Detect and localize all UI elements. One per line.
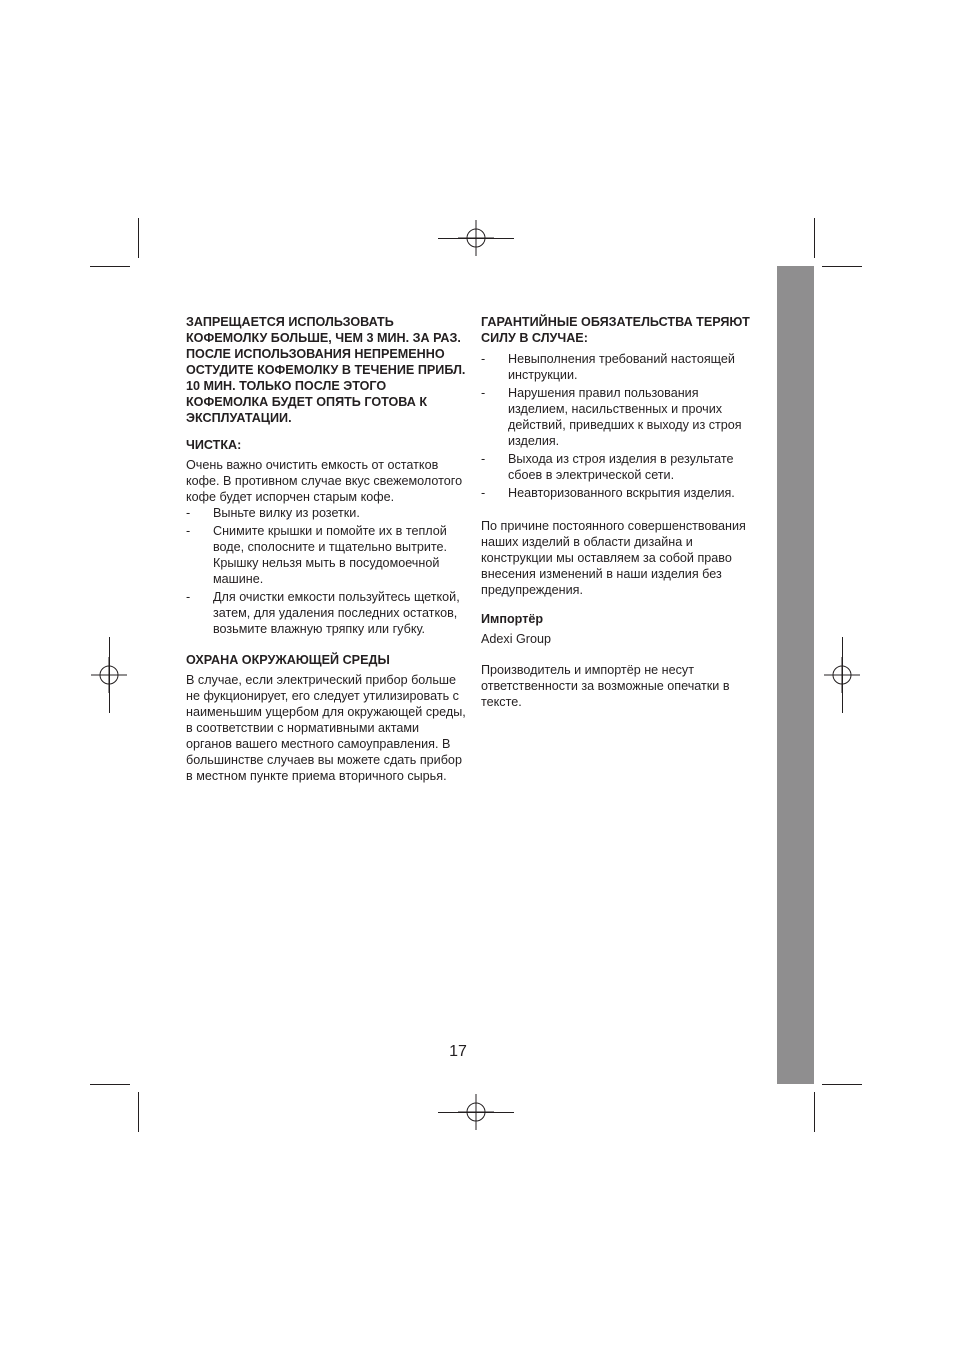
list-item-text: Невыполнения требований настоящей инструкции. [508,352,735,382]
crop-mark [90,1084,130,1085]
environment-heading: ОХРАНА ОКРУЖАЮЩЕЙ СРЕДЫ [186,653,390,667]
warranty-section [481,314,761,501]
list-item-text: Нарушения правил пользования изделием, насильственных и прочих действий, приведших к выходу из строя изделия. [508,386,742,448]
improvement-note: По причине постоянного совершенствования наших изделий в области дизайна и конструкции мы оставляем за собой право внесения изменений в наши изделия без предупреждения. [481,519,746,597]
crop-mark [822,266,862,267]
dash-bullet: - [186,506,191,520]
cleaning-steps [186,505,468,637]
warranty-heading: ГАРАНТИЙНЫЕ ОБЯЗАТЕЛЬСТВА ТЕРЯЮТ СИЛУ В СЛУЧАЕ: [481,315,750,345]
list-item [481,451,761,483]
dash-bullet: - [481,452,486,466]
crop-mark [438,1112,514,1113]
dash-bullet: - [481,386,486,400]
cleaning-section [186,437,468,637]
list-item-text: Выхода из строя изделия в результате сбоев в электрической сети. [508,452,734,482]
dash-bullet: - [186,524,191,538]
list-item [186,505,468,521]
environment-text: В случае, если электрический прибор больше не фукционирует, его следует утилизировать с наименьшим ущербом для окружающей среды, в соответствии с нормативными актами органов вашего местного самоуправления. В большинстве случаев вы можете сдать прибор в местном пункте приема вторичного сырья. [186,673,466,783]
list-item [186,523,468,587]
usage-warning: ЗАПРЕЩАЕТСЯ ИСПОЛЬЗОВАТЬ КОФЕМОЛКУ БОЛЬШЕ, ЧЕМ 3 МИН. ЗА РАЗ. ПОСЛЕ ИСПОЛЬЗОВАНИЯ НЕПРЕМЕННО ОСТУДИТЕ КОФЕМОЛКУ В ТЕЧЕНИЕ ПРИБЛ. 10 МИН. ТОЛЬКО ПОСЛЕ ЭТОГО КОФЕМОЛКА БУДЕТ ОПЯТЬ ГОТОВА К ЭКСПЛУАТАЦИИ. [186,315,466,425]
crop-mark [822,1084,862,1085]
environment-section [186,652,468,784]
cleaning-intro: Очень важно очистить емкость от остатков кофе. В противном случае вкус свежемолотого кофе будет испорчен старым кофе. [186,458,463,504]
crop-mark [138,218,139,258]
list-item [481,385,761,449]
importer-name: Adexi Group [481,632,552,646]
list-item-text: Выньте вилку из розетки. [213,506,360,520]
dash-bullet: - [186,590,191,604]
right-column [481,314,761,710]
dash-bullet: - [481,352,486,366]
crop-mark [814,1092,815,1132]
cleaning-heading: ЧИСТКА: [186,438,242,452]
list-item [481,351,761,383]
list-item-text: Для очистки емкости пользуйтесь щеткой, затем, для удаления последних остатков, возьмите влажную тряпку или губку. [213,590,460,636]
list-item [481,485,761,501]
list-item-text: Неавторизованного вскрытия изделия. [508,486,735,500]
importer-section [481,611,761,647]
list-item [186,589,468,637]
warranty-conditions [481,351,761,501]
side-tab [777,266,814,1084]
list-item-text: Снимите крышки и помойте их в теплой воде, сполосните и тщательно вытрите. Крышку нельзя мыть в посудомоечной машине. [213,524,448,586]
crop-mark [138,1092,139,1132]
left-column [186,314,468,799]
crop-mark [814,218,815,258]
importer-heading: Импортёр [481,612,544,626]
disclaimer: Производитель и импортёр не несут ответственности за возможные опечатки в тексте. [481,663,730,709]
crop-mark [90,266,130,267]
crop-mark [842,637,843,713]
dash-bullet: - [481,486,486,500]
page-number: 17 [449,1043,467,1060]
crop-mark [438,238,514,239]
crop-mark [109,637,110,713]
